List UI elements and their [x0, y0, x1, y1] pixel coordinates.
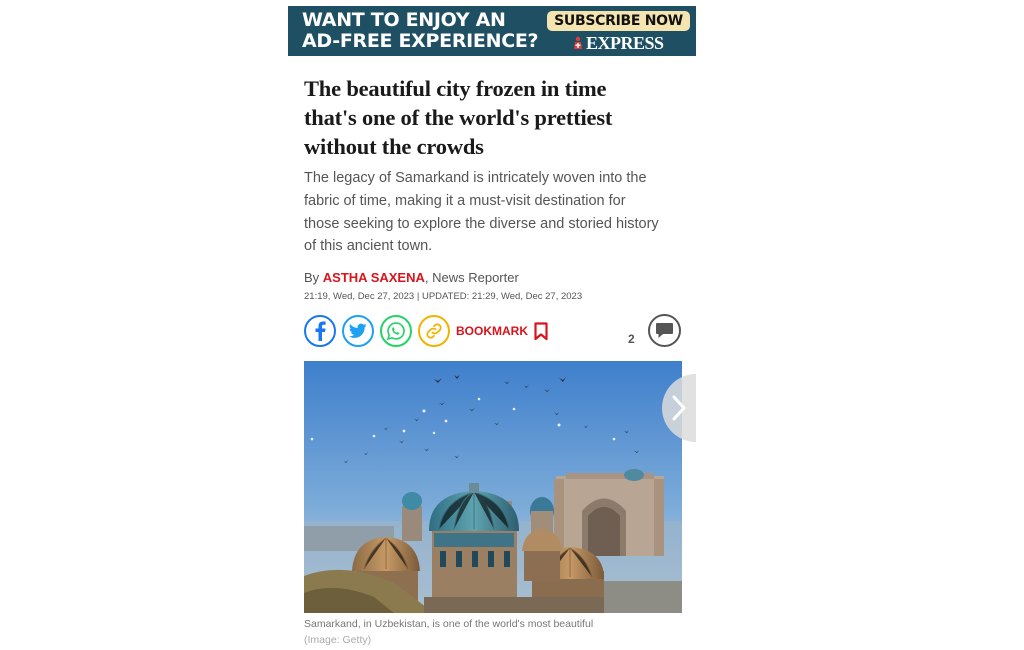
crusader-icon [572, 36, 584, 50]
link-icon [425, 322, 443, 340]
twitter-icon [349, 323, 367, 339]
samarkand-photo [304, 361, 682, 613]
standfirst-line: those seeking to explore the diverse and storied history [304, 215, 659, 232]
byline [304, 270, 519, 285]
standfirst-line: The legacy of Samarkand is intricately woven into the [304, 170, 647, 186]
standfirst-line: fabric of time, making it a must-visit destination for [304, 192, 626, 209]
comment-count[interactable]: 2 [628, 332, 635, 346]
comments-button[interactable] [648, 314, 681, 347]
chevron-right-icon [672, 395, 686, 421]
copy-link-button[interactable] [418, 315, 450, 347]
bookmark-icon [534, 322, 548, 341]
author-link[interactable]: ASTHA SAXENA [322, 270, 425, 285]
headline-line: The beautiful city frozen in time [304, 76, 607, 101]
comment-icon [655, 322, 674, 339]
banner-headline [302, 10, 552, 52]
article-page [288, 0, 696, 650]
standfirst-line: of this ancient town. [304, 238, 433, 255]
bookmark-label: BOOKMARK [456, 324, 528, 338]
image-caption: Samarkand, in Uzbekistan, is one of the world's most beautiful [304, 618, 594, 630]
facebook-share-button[interactable] [304, 315, 336, 347]
brand-name: EXPRESS [586, 33, 664, 53]
hero-image[interactable] [304, 361, 682, 613]
ad-free-banner[interactable] [288, 6, 696, 56]
publish-timestamps: 21:19, Wed, Dec 27, 2023 | UPDATED: 21:29, Wed, Dec 27, 2023 [304, 291, 583, 302]
headline-line: that's one of the world's prettiest [304, 105, 613, 130]
banner-line-2: AD-FREE EXPERIENCE? [302, 30, 539, 52]
share-bar [304, 315, 684, 347]
whatsapp-icon [386, 321, 406, 341]
subscribe-button[interactable]: SUBSCRIBE NOW [547, 11, 690, 31]
twitter-share-button[interactable] [342, 315, 374, 347]
banner-line-1: WANT TO ENJOY AN [302, 9, 506, 31]
image-credit: (Image: Getty) [304, 634, 372, 646]
byline-prefix: By [304, 270, 320, 285]
article-standfirst [304, 167, 689, 258]
facebook-icon [313, 321, 327, 341]
bookmark-button[interactable] [456, 318, 548, 344]
express-logo [572, 32, 664, 54]
author-role: , News Reporter [424, 270, 519, 285]
headline-line: without the crowds [304, 134, 484, 159]
article-headline [304, 74, 684, 161]
whatsapp-share-button[interactable] [380, 315, 412, 347]
